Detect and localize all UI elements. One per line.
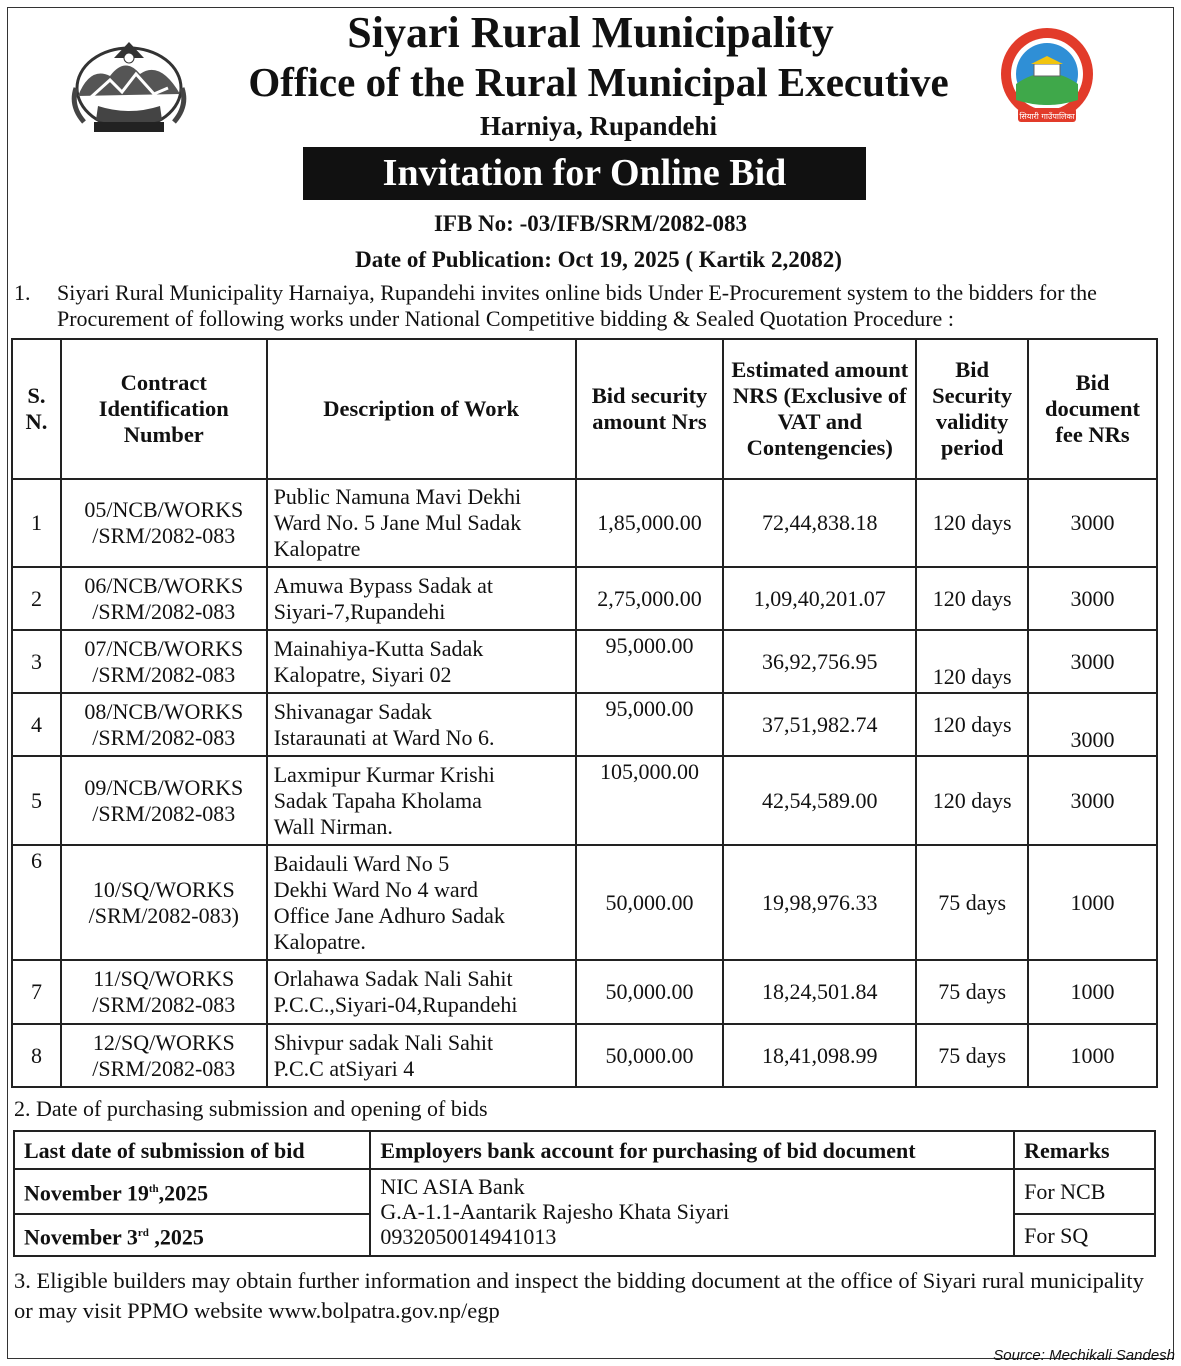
row-estimate: 19,98,976.33 bbox=[723, 845, 916, 960]
row-description: Shivanagar Sadak Istaraunati at Ward No 6. bbox=[267, 693, 576, 756]
header-remarks: Remarks bbox=[1014, 1131, 1155, 1169]
row-description: Shivpur sadak Nali Sahit P.C.C atSiyari 4 bbox=[267, 1024, 576, 1087]
logo-caption: सियारी गाउँपालिका bbox=[1019, 112, 1075, 121]
header-contract-id: Contract Identification Number bbox=[61, 339, 267, 479]
dates-table bbox=[13, 1130, 1156, 1257]
row-sn: 6 bbox=[12, 845, 61, 960]
table-row bbox=[12, 1024, 1157, 1087]
row-description: Orlahawa Sadak Nali Sahit P.C.C.,Siyari-04,Rupandehi bbox=[267, 960, 576, 1024]
row-contract-id: 10/SQ/WORKS /SRM/2082-083) bbox=[61, 845, 267, 960]
row-fee: 3000 bbox=[1028, 756, 1157, 845]
row-description: Amuwa Bypass Sadak at Siyari-7,Rupandehi bbox=[267, 567, 576, 630]
row-validity: 75 days bbox=[916, 960, 1028, 1024]
row-bid-security: 95,000.00 bbox=[576, 693, 724, 756]
office-address: Harniya, Rupandehi bbox=[479, 111, 718, 141]
row-description: Mainahiya-Kutta Sadak Kalopatre, Siyari 02 bbox=[267, 630, 576, 693]
row-fee: 1000 bbox=[1028, 845, 1157, 960]
row-description: Laxmipur Kurmar Krishi Sadak Tapaha Kholama Wall Nirman. bbox=[267, 756, 576, 845]
table-row bbox=[12, 479, 1157, 567]
header-bank-account: Employers bank account for purchasing of bid document bbox=[370, 1131, 1014, 1169]
row-fee: 1000 bbox=[1028, 960, 1157, 1024]
row-fee: 1000 bbox=[1028, 1024, 1157, 1087]
row-contract-id: 12/SQ/WORKS /SRM/2082-083 bbox=[61, 1024, 267, 1087]
row-contract-id: 05/NCB/WORKS /SRM/2082-083 bbox=[61, 479, 267, 567]
row-validity: 120 days bbox=[916, 479, 1028, 567]
source-credit: Source: Mechikali Sandesh bbox=[993, 1347, 1175, 1364]
intro-number: 1. bbox=[14, 280, 31, 305]
row-validity: 75 days bbox=[916, 1024, 1028, 1087]
row-estimate: 18,41,098.99 bbox=[723, 1024, 916, 1087]
row-estimate: 42,54,589.00 bbox=[723, 756, 916, 845]
table-row bbox=[12, 567, 1157, 630]
table-row bbox=[12, 845, 1157, 960]
row-estimate: 1,09,40,201.07 bbox=[723, 567, 916, 630]
bank-details: NIC ASIA Bank G.A-1.1-Aantarik Rajesho Khata Siyari 0932050014941013 bbox=[370, 1169, 1014, 1256]
header-sn: S. N. bbox=[12, 339, 61, 479]
ifb-number: IFB No: -03/IFB/SRM/2082-083 bbox=[433, 211, 748, 236]
row-sn: 2 bbox=[12, 567, 61, 630]
table-row bbox=[12, 960, 1157, 1024]
row-bid-security: 105,000.00 bbox=[576, 756, 724, 845]
intro-text: Siyari Rural Municipality Harnaiya, Rupandehi invites online bids Under E-Procurement system to the bidders for the Procurement of following works under National Competitive bidding & Sealed Quotation Procedure : bbox=[57, 280, 1097, 331]
row-validity: 120 days bbox=[916, 756, 1028, 845]
notice-banner: Invitation for Online Bid bbox=[303, 147, 866, 200]
row-estimate: 37,51,982.74 bbox=[723, 693, 916, 756]
row-description: Public Namuna Mavi Dekhi Ward No. 5 Jane Mul Sadak Kalopatre bbox=[267, 479, 576, 567]
row-estimate: 72,44,838.18 bbox=[723, 479, 916, 567]
row-bid-security: 95,000.00 bbox=[576, 630, 724, 693]
row-fee: 3000 bbox=[1028, 567, 1157, 630]
row-fee: 3000 bbox=[1028, 693, 1157, 756]
row-estimate: 18,24,501.84 bbox=[723, 960, 916, 1024]
row-contract-id: 06/NCB/WORKS /SRM/2082-083 bbox=[61, 567, 267, 630]
section-3-paragraph: 3. Eligible builders may obtain further information and inspect the bidding document at the office of Siyari rural municipality or may visit PPMO website www.bolpatra.gov.np/egp bbox=[14, 1268, 1144, 1323]
header-estimated-amount: Estimated amount NRS (Exclusive of VAT and Contengencies) bbox=[723, 339, 916, 479]
works-table bbox=[11, 338, 1158, 1088]
row-contract-id: 07/NCB/WORKS /SRM/2082-083 bbox=[61, 630, 267, 693]
row-sn: 7 bbox=[12, 960, 61, 1024]
table-row bbox=[12, 630, 1157, 693]
table-row bbox=[12, 756, 1157, 845]
row-fee: 3000 bbox=[1028, 630, 1157, 693]
row-sn: 5 bbox=[12, 756, 61, 845]
office-title: Office of the Rural Municipal Executive bbox=[248, 59, 949, 105]
row-sn: 4 bbox=[12, 693, 61, 756]
header-bid-security: Bid security amount Nrs bbox=[576, 339, 724, 479]
row-contract-id: 11/SQ/WORKS /SRM/2082-083 bbox=[61, 960, 267, 1024]
row-description: Baidauli Ward No 5 Dekhi Ward No 4 ward Office Jane Adhuro Sadak Kalopatre. bbox=[267, 845, 576, 960]
publication-date: Date of Publication: Oct 19, 2025 ( Kartik 2,2082) bbox=[355, 247, 842, 272]
ncb-deadline: November 19th,2025 bbox=[14, 1169, 370, 1214]
row-contract-id: 09/NCB/WORKS /SRM/2082-083 bbox=[61, 756, 267, 845]
sq-deadline: November 3rd ,2025 bbox=[14, 1214, 370, 1256]
header-doc-fee: Bid document fee NRs bbox=[1028, 339, 1157, 479]
row-fee: 3000 bbox=[1028, 479, 1157, 567]
row-bid-security: 50,000.00 bbox=[576, 1024, 724, 1087]
row-bid-security: 1,85,000.00 bbox=[576, 479, 724, 567]
table-row bbox=[12, 693, 1157, 756]
row-contract-id: 08/NCB/WORKS /SRM/2082-083 bbox=[61, 693, 267, 756]
row-bid-security: 2,75,000.00 bbox=[576, 567, 724, 630]
row-validity: 120 days bbox=[916, 630, 1028, 693]
header-description: Description of Work bbox=[267, 339, 576, 479]
row-validity: 120 days bbox=[916, 693, 1028, 756]
row-estimate: 36,92,756.95 bbox=[723, 630, 916, 693]
header-validity: Bid Security validity period bbox=[916, 339, 1028, 479]
row-sn: 8 bbox=[12, 1024, 61, 1087]
remark-ncb: For NCB bbox=[1014, 1169, 1155, 1214]
row-bid-security: 50,000.00 bbox=[576, 845, 724, 960]
municipality-title: Siyari Rural Municipality bbox=[347, 8, 834, 57]
row-validity: 75 days bbox=[916, 845, 1028, 960]
row-bid-security: 50,000.00 bbox=[576, 960, 724, 1024]
row-sn: 3 bbox=[12, 630, 61, 693]
remark-sq: For SQ bbox=[1014, 1214, 1155, 1256]
row-validity: 120 days bbox=[916, 567, 1028, 630]
section-2-heading: 2. Date of purchasing submission and opening of bids bbox=[14, 1096, 488, 1121]
header-last-date: Last date of submission of bid bbox=[14, 1131, 370, 1169]
row-sn: 1 bbox=[12, 479, 61, 567]
